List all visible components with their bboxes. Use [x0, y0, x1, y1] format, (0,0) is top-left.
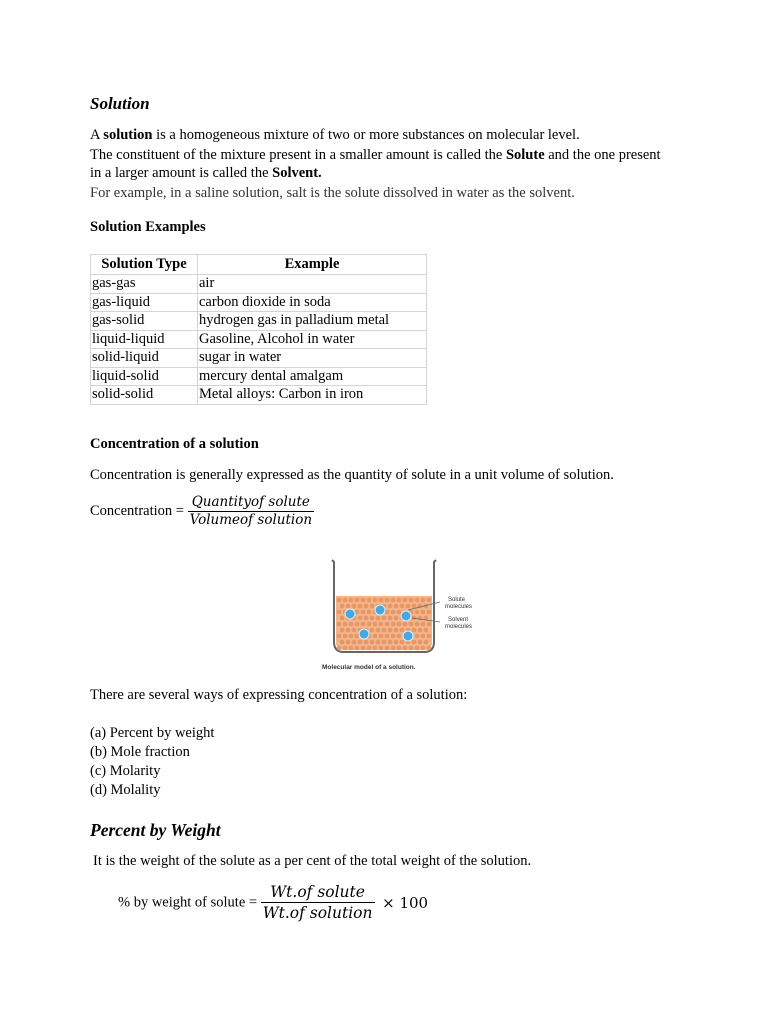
table-cell: hydrogen gas in palladium metal [198, 312, 427, 331]
table-header-cell: Example [198, 255, 427, 275]
intro-paragraph-3: For example, in a saline solution, salt is the solute dissolved in water as the solvent. [90, 185, 575, 201]
table-header-cell: Solution Type [91, 255, 198, 275]
solvent-molecule [361, 610, 366, 615]
percent-formula-lhs: % by weight of solute = [118, 894, 258, 911]
percent-formula [118, 882, 428, 923]
solvent-molecule [355, 598, 360, 603]
table-cell: air [198, 275, 427, 294]
table-cell: Metal alloys: Carbon in iron [198, 386, 427, 405]
term-solvent: Solvent. [272, 165, 322, 181]
solvent-molecule [391, 622, 396, 627]
solute-label: Solute [448, 597, 466, 603]
solvent-molecule [337, 610, 342, 615]
solvent-molecule [343, 634, 348, 639]
solvent-molecule [385, 598, 390, 603]
solvent-molecule [343, 598, 348, 603]
solvent-molecule [427, 646, 432, 651]
solvent-molecule [370, 604, 375, 609]
solvent-molecule [346, 604, 351, 609]
solvent-molecule [403, 622, 408, 627]
solvent-molecule [358, 604, 363, 609]
table-cell: liquid-liquid [91, 330, 198, 349]
table-cell: gas-gas [91, 275, 198, 294]
solvent-molecule [376, 616, 381, 621]
solvent-molecule [388, 604, 393, 609]
percent-heading: Percent by Weight [90, 820, 221, 840]
solvent-molecule [349, 598, 354, 603]
solvent-molecule [391, 610, 396, 615]
solvent-molecule [352, 640, 357, 645]
solvent-molecule [424, 628, 429, 633]
solute-molecule [359, 629, 369, 639]
solvent-molecule [364, 616, 369, 621]
solvent-molecule [376, 628, 381, 633]
table-row [91, 367, 427, 386]
beaker-illustration [312, 552, 482, 674]
solute-molecule [345, 609, 355, 619]
solvent-molecule [415, 622, 420, 627]
solvent-molecule [427, 634, 432, 639]
solvent-molecule [394, 640, 399, 645]
solvent-molecule [337, 646, 342, 651]
solvent-molecule [421, 610, 426, 615]
solvent-molecule [397, 598, 402, 603]
solute-label-2: molecules [445, 604, 473, 610]
concentration-formula [90, 494, 314, 529]
ways-list-item: (c) Molarity [90, 763, 161, 779]
percent-text: It is the weight of the solute as a per cent of the total weight of the solution. [93, 853, 532, 869]
table-row [91, 330, 427, 349]
solvent-molecule [397, 622, 402, 627]
formula-fraction [188, 494, 315, 529]
solvent-molecule [397, 610, 402, 615]
table-header-row [91, 255, 427, 275]
percent-formula-fraction [261, 882, 375, 923]
solvent-molecule [400, 640, 405, 645]
solvent-molecule [337, 598, 342, 603]
concentration-text: Concentration is generally expressed as the quantity of solute in a unit volume of solution. [90, 467, 614, 483]
solvent-molecule [370, 640, 375, 645]
ways-list-item: (a) Percent by weight [90, 725, 215, 741]
solvent-molecule [415, 646, 420, 651]
ways-text: There are several ways of expressing concentration of a solution: [90, 687, 468, 703]
solvent-molecule [418, 640, 423, 645]
table-cell: sugar in water [198, 349, 427, 368]
solvent-molecule [427, 610, 432, 615]
ways-list-item: (d) Molality [90, 782, 161, 798]
solvent-molecule [373, 598, 378, 603]
solute-molecule [403, 631, 413, 641]
solvent-molecule [337, 634, 342, 639]
solvent-molecule [403, 646, 408, 651]
table-row [91, 349, 427, 368]
solvent-molecule [412, 604, 417, 609]
solvent-molecule [343, 646, 348, 651]
solvent-molecule [421, 598, 426, 603]
table-cell: liquid-solid [91, 367, 198, 386]
solvent-molecule [397, 634, 402, 639]
solvent-molecule [391, 646, 396, 651]
solvent-molecule [340, 616, 345, 621]
intro-text: and the one present [544, 147, 661, 163]
solute-molecule [401, 611, 411, 621]
solvent-molecule [379, 646, 384, 651]
solvent-molecule [337, 622, 342, 627]
solvent-molecule [349, 622, 354, 627]
solvent-molecule [379, 622, 384, 627]
solvent-molecule [412, 640, 417, 645]
solvent-molecule [415, 634, 420, 639]
table-cell: mercury dental amalgam [198, 367, 427, 386]
solvent-molecule [415, 598, 420, 603]
solution-molecular-model-figure [312, 552, 482, 674]
solution-examples-table [90, 254, 427, 405]
table-cell: gas-liquid [91, 293, 198, 312]
solvent-label: Solvent [448, 617, 469, 623]
formula-denominator: Volumeof solution [189, 512, 313, 528]
percent-formula-multiplier: × 100 [382, 893, 429, 912]
solvent-molecule [364, 640, 369, 645]
solvent-molecule [385, 634, 390, 639]
concentration-heading: Concentration of a solution [90, 436, 259, 452]
solvent-molecule [427, 622, 432, 627]
solvent-molecule [352, 604, 357, 609]
solvent-molecule [340, 604, 345, 609]
intro-text: is a homogeneous mixture of two or more substances on molecular level. [152, 127, 580, 143]
solvent-molecule [355, 646, 360, 651]
term-solution: solution [103, 127, 153, 143]
solvent-molecule [388, 628, 393, 633]
formula-numerator: Quantityof solute [188, 494, 315, 512]
solvent-molecule [400, 604, 405, 609]
solvent-molecule [406, 604, 411, 609]
table-cell: carbon dioxide in soda [198, 293, 427, 312]
solvent-molecule [382, 640, 387, 645]
intro-text: The constituent of the mixture present in a smaller amount is called the [90, 147, 506, 163]
solvent-molecule [418, 628, 423, 633]
solvent-molecule [391, 634, 396, 639]
solvent-molecule [358, 640, 363, 645]
solvent-molecule [385, 622, 390, 627]
solvent-molecule [415, 610, 420, 615]
solvent-molecule [403, 598, 408, 603]
table-row [91, 275, 427, 294]
table-row [91, 293, 427, 312]
solvent-molecule [367, 598, 372, 603]
solvent-molecule [379, 634, 384, 639]
intro-text: in a larger amount is called the [90, 165, 273, 181]
solvent-molecule [340, 628, 345, 633]
solvent-molecule [394, 628, 399, 633]
solvent-molecule [361, 622, 366, 627]
table-row [91, 386, 427, 405]
solvent-molecule [397, 646, 402, 651]
solvent-molecule [385, 646, 390, 651]
solvent-molecule [388, 616, 393, 621]
solvent-label-2: molecules [445, 624, 473, 630]
solvent-molecule [409, 598, 414, 603]
ways-list-item: (b) Mole fraction [90, 744, 190, 760]
examples-heading: Solution Examples [90, 219, 206, 235]
solvent-molecule [394, 604, 399, 609]
solvent-molecule [361, 598, 366, 603]
solvent-molecule [352, 628, 357, 633]
solvent-molecule [388, 640, 393, 645]
solvent-molecule [421, 634, 426, 639]
solvent-molecule [427, 598, 432, 603]
solvent-molecule [394, 616, 399, 621]
solvent-molecule [421, 646, 426, 651]
table-cell: Gasoline, Alcohol in water [198, 330, 427, 349]
intro-text: A [90, 127, 104, 143]
solvent-molecule [382, 616, 387, 621]
solvent-molecule [340, 640, 345, 645]
solvent-molecule [343, 622, 348, 627]
solvent-molecule [373, 646, 378, 651]
solvent-molecule [349, 646, 354, 651]
solvent-molecule [379, 598, 384, 603]
formula-lhs: Concentration = [90, 503, 184, 519]
solvent-molecule [346, 628, 351, 633]
solvent-molecule [346, 640, 351, 645]
solvent-molecule [370, 616, 375, 621]
table-cell: gas-solid [91, 312, 198, 331]
solvent-molecule [424, 640, 429, 645]
solvent-molecule [409, 646, 414, 651]
solvent-molecule [364, 604, 369, 609]
solvent-molecule [409, 622, 414, 627]
solvent-molecule [349, 634, 354, 639]
solvent-molecule [361, 646, 366, 651]
solvent-molecule [421, 622, 426, 627]
solvent-molecule [355, 622, 360, 627]
table-cell: solid-solid [91, 386, 198, 405]
figure-caption: Molecular model of a solution. [322, 664, 416, 671]
page-title: Solution [90, 94, 150, 113]
intro-paragraph-1 [90, 126, 580, 145]
solvent-molecule [358, 616, 363, 621]
solvent-molecule [370, 628, 375, 633]
intro-paragraph-2 [90, 146, 661, 165]
solvent-molecule [382, 628, 387, 633]
solvent-molecule [367, 622, 372, 627]
solvent-molecule [391, 598, 396, 603]
solvent-molecule [373, 622, 378, 627]
solvent-molecule [367, 646, 372, 651]
table-row [91, 312, 427, 331]
solvent-molecule [376, 640, 381, 645]
percent-formula-denominator: Wt.of solution [262, 904, 373, 922]
term-solute: Solute [505, 147, 545, 163]
table-cell: solid-liquid [91, 349, 198, 368]
solvent-molecule [367, 610, 372, 615]
intro-paragraph-2-line-2 [90, 164, 322, 183]
solvent-molecule [373, 634, 378, 639]
solvent-molecule [400, 628, 405, 633]
percent-formula-numerator: Wt.of solute [261, 882, 375, 903]
solvent-molecule [412, 628, 417, 633]
solute-molecule [375, 605, 385, 615]
